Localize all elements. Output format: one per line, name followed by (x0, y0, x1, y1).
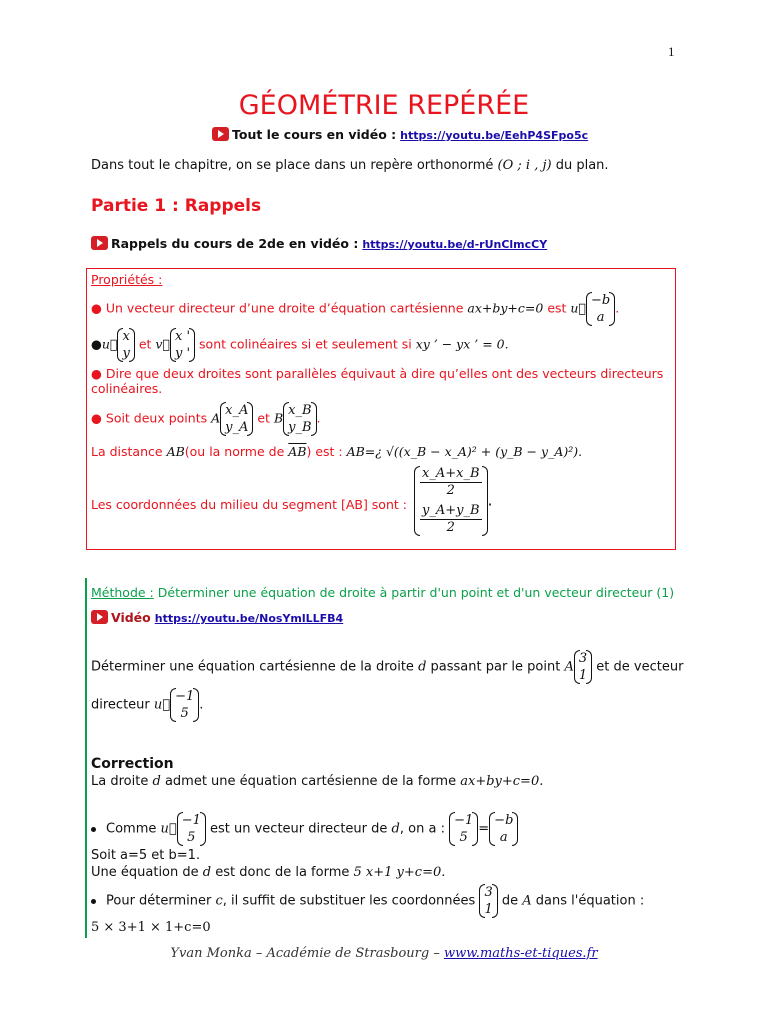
course-video-link[interactable]: https://youtu.be/EehP4SFpo5c (400, 129, 589, 142)
recap-video-link[interactable]: https://youtu.be/d-rUnClmcCY (362, 238, 548, 251)
statement-part-1: Déterminer une équation cartésienne de la droite (91, 659, 414, 675)
intro-after: du plan. (555, 158, 609, 173)
recap-video-label: Rappels du cours de 2de en vidéo : (111, 236, 359, 251)
properties-heading: Propriétés : (91, 272, 163, 287)
form-eq: 5 x+1 y+c=0. (353, 865, 446, 880)
page-number: 1 (668, 44, 675, 59)
part1-title: Partie 1 : Rappels (91, 196, 262, 216)
p1-vector: −b a (586, 292, 615, 326)
footer-text: Yvan Monka – Académie de Strasbourg – (170, 946, 440, 961)
b2-c: c (215, 893, 223, 909)
dist-text: La distance (91, 444, 163, 459)
b1-a: Comme (106, 821, 157, 837)
p2-vector-v: x ' y ' (170, 328, 195, 362)
b1-d: d (391, 821, 400, 837)
property-1: ● Un vecteur directeur d’une droite d’équation cartésienne ax+by+c=0 est u⃗ −b a . (91, 293, 620, 325)
p4-point-a: x_A y_A (220, 402, 253, 436)
youtube-icon[interactable] (91, 610, 108, 624)
p1-est: est (547, 300, 567, 316)
recap-video-line (91, 236, 547, 251)
method-video-link[interactable]: https://youtu.be/NosYmlLLFB4 (154, 612, 344, 625)
p4-text: ● Soit deux points (91, 410, 208, 426)
intro-line (91, 158, 609, 173)
form-a: Une équation de (91, 865, 199, 880)
page-title: GÉOMÉTRIE REPÉRÉE (238, 90, 530, 121)
point-a-vector: 3 1 (574, 650, 592, 684)
method-statement: Déterminer une équation cartésienne de la droite d passant par le point A 3 1 et de vecteur (91, 651, 684, 683)
dist-ab: AB (166, 444, 185, 459)
method-video-label: Vidéo (111, 610, 151, 625)
method-video-line (91, 610, 343, 625)
method-statement-2: directeur u⃗ −1 5 . (91, 689, 204, 721)
correction-title: Correction (91, 756, 174, 772)
p2-vector-u: x y (117, 328, 134, 362)
course-video-line (212, 127, 588, 142)
method-text: Déterminer une équation de droite à partir d'un point et d'un vecteur directeur (1) (157, 585, 675, 600)
b2-end: dans l'équation : (535, 893, 645, 909)
b2-a: Pour déterminer (106, 893, 212, 909)
correction-soit: Soit a=5 et b=1. (91, 848, 201, 863)
correction-form (91, 865, 445, 880)
intro-frame: (O ; i , j) (497, 158, 552, 173)
dist-vector: $\overline{AB}$ (288, 444, 307, 459)
p2-text: sont colinéaires si et seulement si (199, 336, 412, 352)
method-line (91, 585, 674, 600)
statement-part-2: passant par le point (430, 659, 561, 675)
b2-vector: 3 1 (479, 884, 497, 918)
dist-end: ) est : (306, 444, 343, 459)
property-4: ● Soit deux points A x_A y_A et B x_B y_B . (91, 403, 321, 435)
statement-part-3: et de vecteur (596, 659, 684, 675)
vector-u: −1 5 (170, 688, 199, 722)
corr-line1-a: La droite (91, 774, 149, 789)
b1-c: , on a : (399, 821, 445, 837)
p2-equation: xy ’ − yx ’ = 0. (415, 336, 509, 352)
method-green-bar (85, 578, 87, 938)
mid-den-x: 2 (446, 483, 455, 498)
mid-text: Les coordonnées du milieu du segment [AB] sont : (91, 497, 407, 512)
midpoint-line (91, 497, 407, 512)
youtube-icon[interactable] (91, 236, 108, 250)
distance-line (91, 444, 582, 459)
mid-num-x: x_A+x_B (420, 466, 482, 483)
p1-equation: ax+by+c=0 (467, 300, 544, 316)
statement-d: d (418, 659, 427, 675)
b1-b: est un vecteur directeur de (210, 821, 388, 837)
mid-den-y: 2 (446, 520, 455, 535)
p2-et: et (138, 336, 152, 352)
property-3: ● Dire que deux droites sont parallèles équivaut à dire qu’elles ont des vecteurs directeurs colinéaires. (91, 366, 664, 396)
corr-line1-eq: ax+by+c=0. (460, 774, 544, 789)
bullet-icon (91, 899, 96, 904)
dist-formula: AB=¿ √((x_B − x_A)² + (y_B − y_A)²). (346, 444, 583, 459)
method-label: Méthode : (91, 585, 154, 600)
form-d: d (202, 865, 212, 880)
correction-bullet-2 (91, 884, 644, 918)
p4-point-b: x_B y_B (283, 402, 316, 436)
b2-b: , il suffit de substituer les coordonnées (222, 893, 476, 909)
form-b: est donc de la forme (215, 865, 350, 880)
midpoint-vector: x_A+x_B 2 y_A+y_B 2 . (414, 466, 493, 536)
b1-lhs: −1 5 (449, 812, 478, 846)
mid-num-y: y_A+y_B (422, 503, 480, 518)
correction-last-eq: 5 × 3+1 × 1+c=0 (91, 920, 211, 935)
corr-line1-d: d (152, 774, 161, 789)
corr-line1-b: admet une équation cartésienne de la forme (164, 774, 457, 789)
property-2: ●u⃗ x y et v⃗ x ' y ' sont colinéaires si et seulement si xy ’ − yx ’ = 0. (91, 329, 509, 361)
statement-part-4: directeur (91, 697, 150, 713)
bullet-icon (91, 827, 96, 832)
b2-a-point: A (522, 893, 532, 909)
youtube-icon[interactable] (212, 127, 229, 141)
course-video-label: Tout le cours en vidéo : (232, 127, 397, 142)
p1-text: ● Un vecteur directeur d’une droite d’équation cartésienne (91, 300, 464, 316)
b1-vector-u: −1 5 (177, 812, 206, 846)
correction-line-1 (91, 774, 543, 789)
b2-de: de (501, 893, 519, 909)
footer-link[interactable]: www.maths-et-tiques.fr (443, 946, 598, 961)
intro-before: Dans tout le chapitre, on se place dans un repère orthonormé (91, 158, 494, 173)
dist-mid: (ou la norme de (184, 444, 285, 459)
p4-et: et (257, 410, 270, 426)
correction-bullet-1: Comme u⃗ −1 5 est un vecteur directeur de d, on a : −1 5 = −b a (91, 812, 518, 846)
b1-rhs: −b a (489, 812, 518, 846)
footer (0, 946, 768, 961)
